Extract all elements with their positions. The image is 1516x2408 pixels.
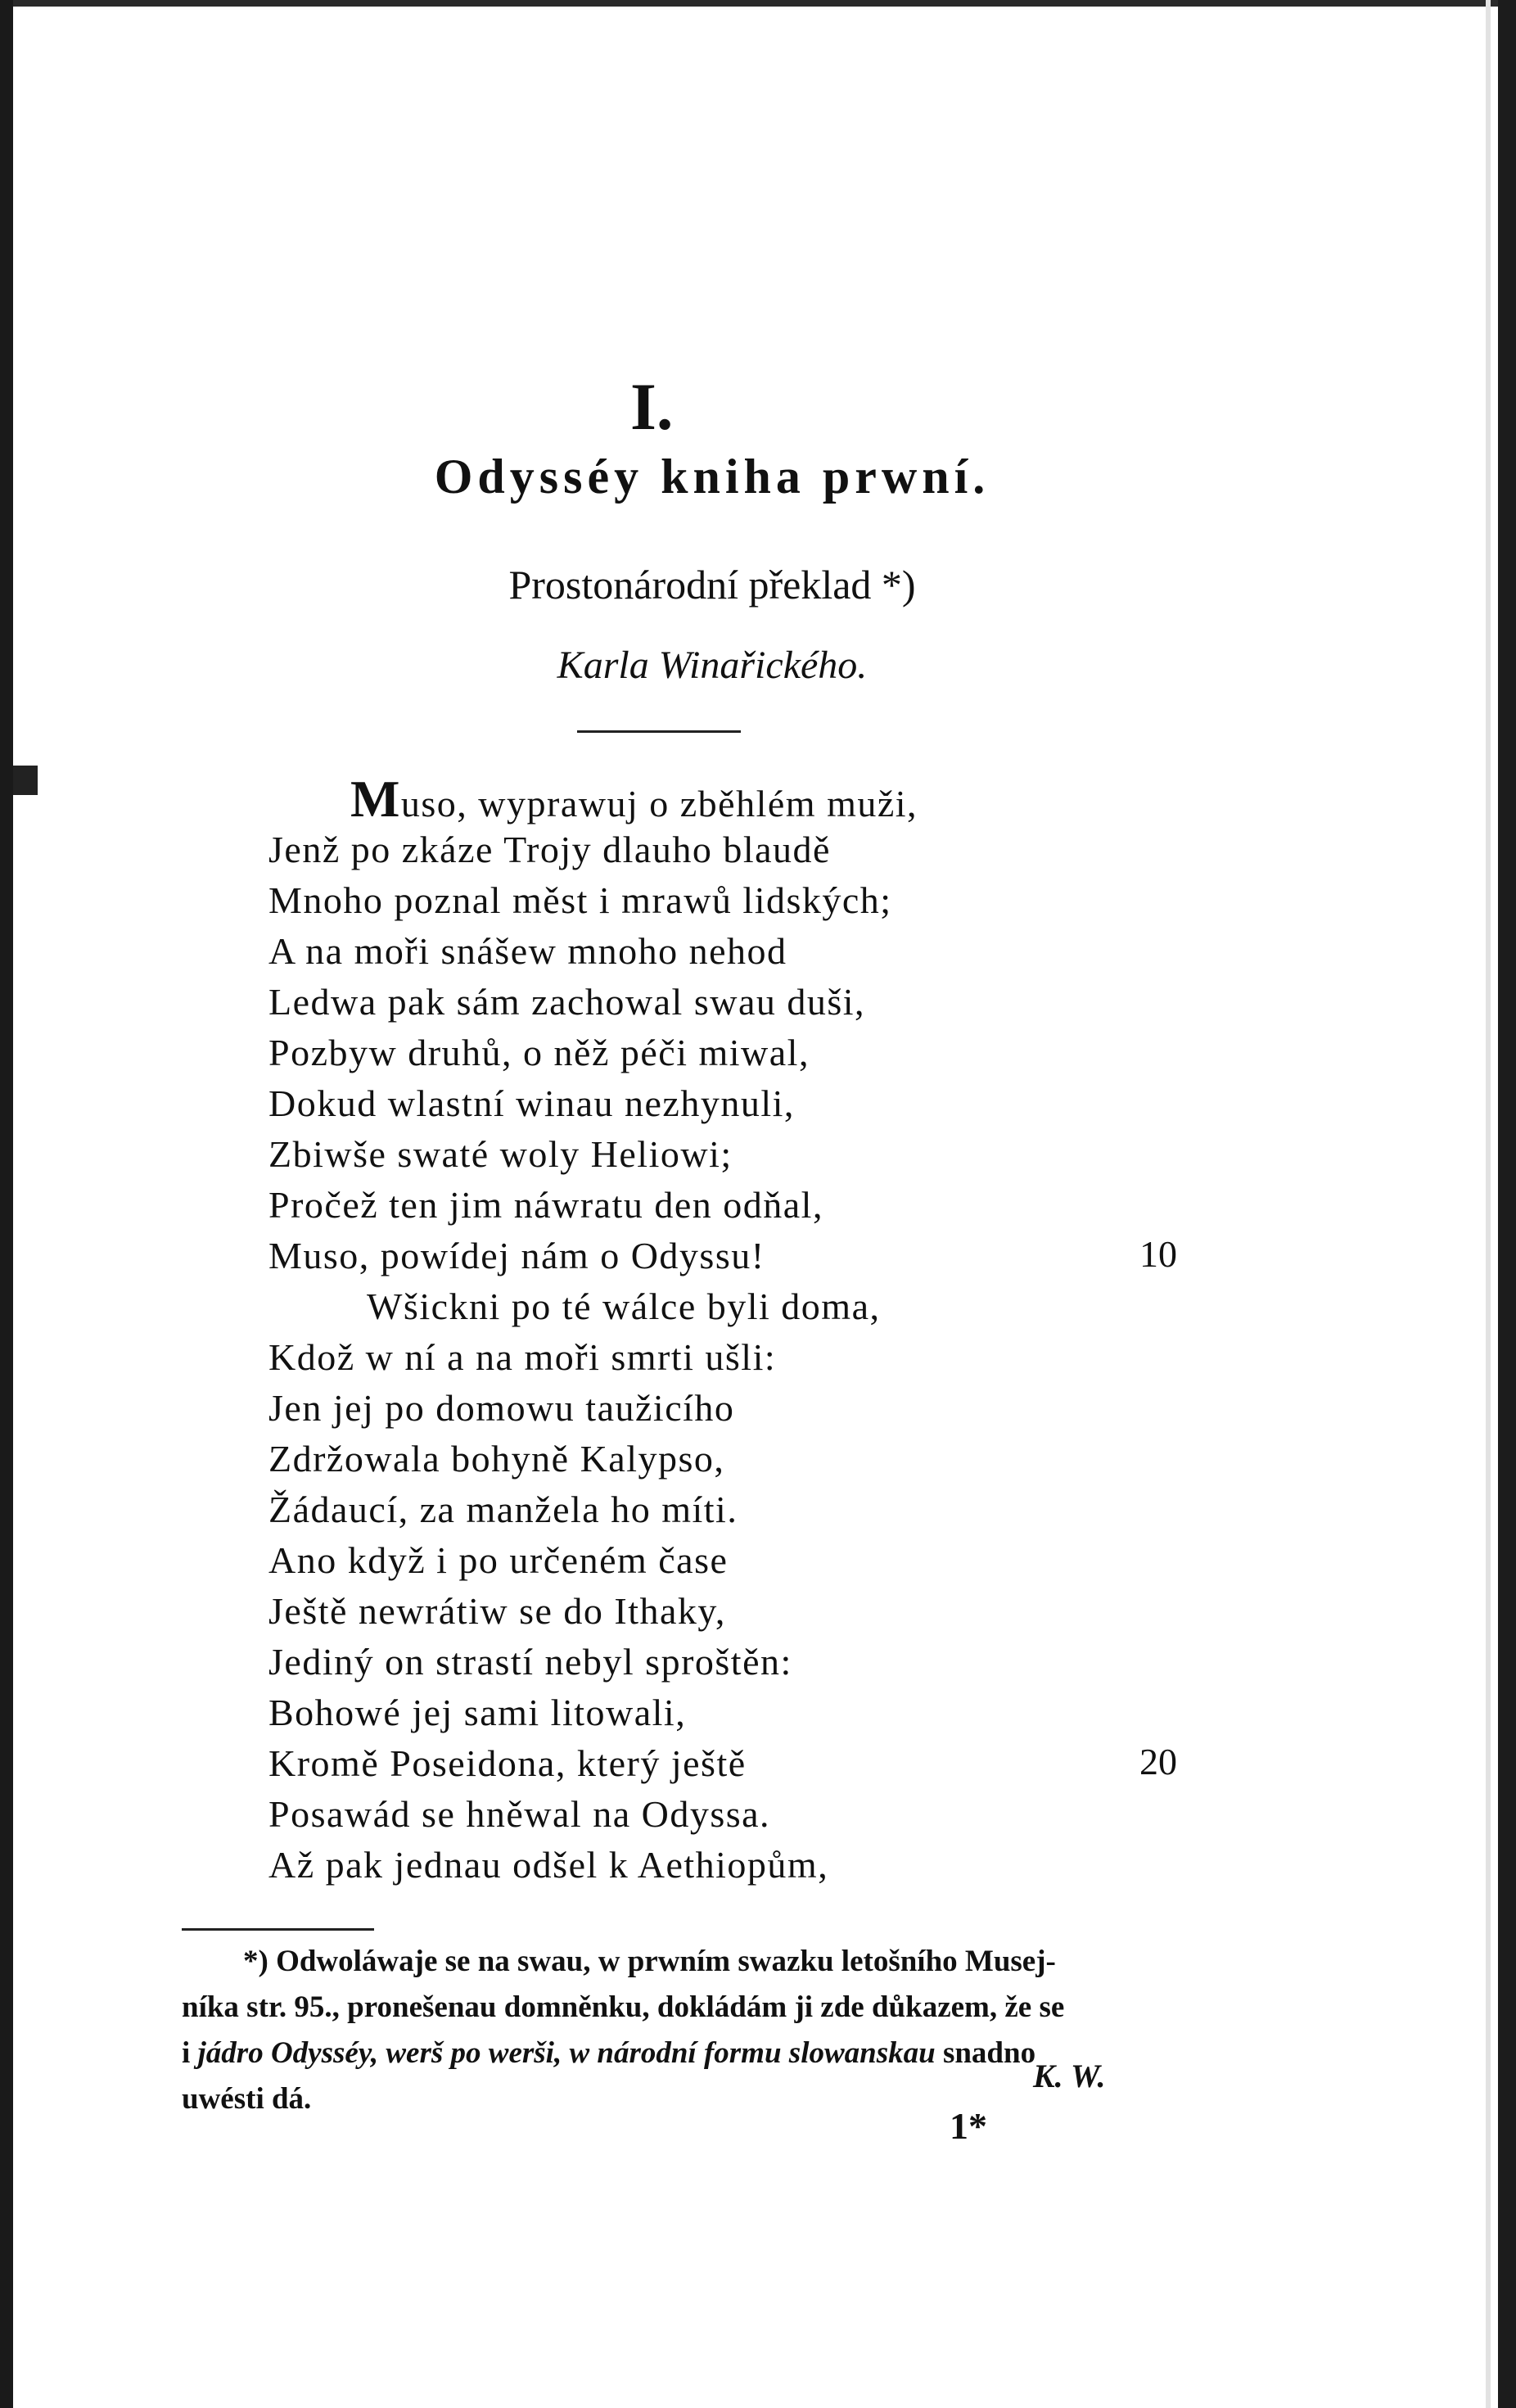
poem-line: Jediný on strastí nebyl sproštěn: bbox=[268, 1641, 792, 1683]
footnote-initials: K. W. bbox=[1033, 2058, 1106, 2094]
title-rule bbox=[577, 730, 741, 733]
poem-line: Wšickni po té wálce byli doma, bbox=[367, 1285, 881, 1327]
author: Karla Winařického. bbox=[557, 644, 868, 687]
poem-line: Mnoho poznal měst i mrawů lidských; bbox=[268, 879, 892, 921]
footnote-italic: jádro Odysséy, werš po werši, w národní formu slowanskau bbox=[197, 2036, 936, 2070]
edge-mark bbox=[13, 766, 38, 795]
footnote-line: uwésti dá. bbox=[182, 2082, 312, 2116]
page-edge-right bbox=[1498, 0, 1516, 2408]
poem-line: Dokud wlastní winau nezhynuli, bbox=[268, 1082, 795, 1124]
line-number-10: 10 bbox=[1139, 1233, 1177, 1275]
page-edge-shadow bbox=[1486, 0, 1491, 2408]
poem-line: Ano když i po určeném čase bbox=[268, 1539, 729, 1581]
poem-line: Ještě newrátiw se do Ithaky, bbox=[268, 1590, 726, 1632]
poem-line: Zbiwše swaté woly Heliowi; bbox=[268, 1133, 733, 1175]
poem-line: Posawád se hněwal na Odyssa. bbox=[268, 1793, 771, 1835]
poem-line: Pozbyw druhů, o něž péči miwal, bbox=[268, 1032, 810, 1073]
poem-line: Pročež ten jim náwratu den odňal, bbox=[268, 1184, 823, 1226]
poem-line: Až pak jednau odšel k Aethiopům, bbox=[268, 1844, 829, 1886]
footnote-text: snadno bbox=[935, 2036, 1036, 2070]
poem-line: Kdož w ní a na moři smrti ušli: bbox=[268, 1336, 777, 1378]
poem bbox=[268, 770, 1087, 1891]
footnote-text: i bbox=[182, 2036, 198, 2070]
poem-line bbox=[268, 770, 1087, 828]
poem-line: Kromě Poseidona, který ještě bbox=[268, 1742, 747, 1784]
subtitle: Prostonárodní překlad *) bbox=[508, 562, 916, 608]
page-edge-left bbox=[0, 0, 13, 2408]
dropcap: M bbox=[350, 770, 401, 828]
poem-line-text: uso, wyprawuj o zběhlém muži, bbox=[400, 783, 918, 825]
footnote-line: *) Odwoláwaje se na swau, w prwním swazku letošního Musej- bbox=[243, 1945, 1056, 1978]
line-number-20: 20 bbox=[1139, 1741, 1177, 1782]
poem-line: Zdržowala bohyně Kalypso, bbox=[268, 1438, 725, 1480]
chapter-number: I. bbox=[630, 369, 674, 444]
poem-line: Žádaucí, za manžela ho míti. bbox=[268, 1489, 738, 1530]
poem-line: A na moři snášew mnoho nehod bbox=[268, 930, 787, 972]
page-edge-top bbox=[0, 0, 1516, 7]
footnote-rule bbox=[182, 1928, 374, 1931]
signature-mark: 1* bbox=[950, 2105, 987, 2147]
poem-line: Bohowé jej sami litowali, bbox=[268, 1692, 687, 1733]
poem-line: Jen jej po domowu taužicího bbox=[268, 1387, 735, 1429]
poem-line: Muso, powídej nám o Odyssu! bbox=[268, 1235, 765, 1276]
footnote-line: níka str. 95., pronešenau domněnku, dokládám ji zde důkazem, že se bbox=[182, 1990, 1065, 2024]
poem-line: Ledwa pak sám zachowal swau duši, bbox=[268, 981, 866, 1023]
poem-line: Jenž po zkáze Trojy dlauho blaudě bbox=[268, 829, 831, 870]
page-title: Odysséy kniha prwní. bbox=[434, 450, 990, 504]
